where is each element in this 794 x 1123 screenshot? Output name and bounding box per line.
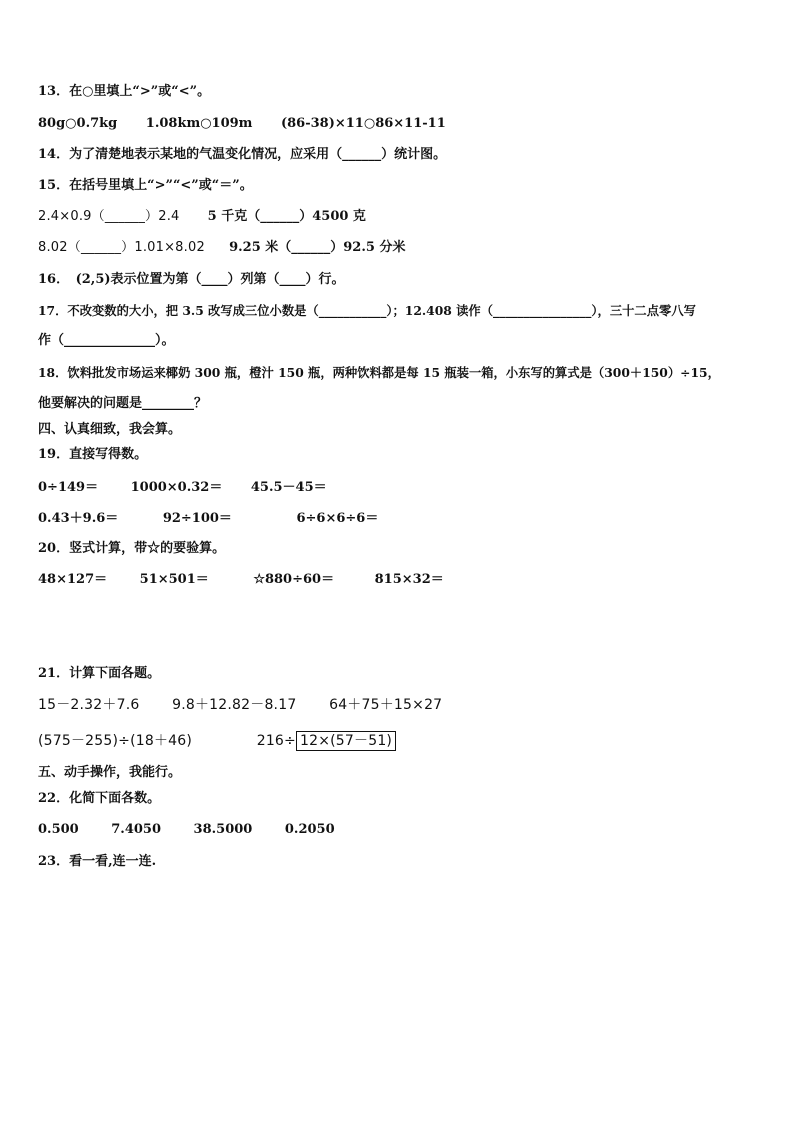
q22-title: 22．化简下面各数。: [38, 791, 161, 806]
q19-row1: [38, 480, 327, 496]
q22-item-1: 0.500: [38, 822, 79, 837]
q21-row2: [38, 731, 396, 751]
q19-row1-item-1: 0÷149＝: [38, 480, 99, 495]
q19-title: 19．直接写得数。: [38, 447, 148, 462]
q18-line2: 他要解决的问题是________？: [38, 396, 208, 411]
q21-row1-item-3: 64＋75＋15×27: [329, 697, 443, 713]
q13-item-1: 80g○0.7kg: [38, 116, 118, 131]
q21-title: 21．计算下面各题。: [38, 666, 161, 681]
q20-item-3: ☆880÷60＝: [253, 572, 335, 587]
section5-title: 五、动手操作，我能行。: [38, 765, 182, 780]
q15-row1-item-2: 5 千克（______）4500 克: [207, 209, 366, 224]
q18-line1: 18．饮料批发市场运来椰奶 300 瓶，橙汁 150 瓶，两种饮料都是每 15 瓶装一箱，小东写的算式是（300＋150）÷15，: [38, 365, 720, 380]
q19-row2: [38, 511, 378, 527]
q13-item-3: (86-38)×11○86×11-11: [280, 116, 446, 131]
q21-row1-item-2: 9.8＋12.82－8.17: [172, 697, 297, 713]
q22-item-2: 7.4050: [111, 822, 162, 837]
q19-row2-item-3: 6÷6×6÷6＝: [296, 511, 379, 526]
q15-row2-item-1: 8.02（______）1.01×8.02: [38, 240, 205, 255]
q21-row2-item-2-inner: 12×(57－51): [299, 733, 393, 749]
q19-row2-item-1: 0.43＋9.6＝: [38, 511, 119, 526]
q19-row1-item-2: 1000×0.32＝: [130, 480, 223, 495]
q21-row2-item-2-prefix: 216÷: [256, 733, 296, 749]
q20-title: 20．竖式计算，带☆的要验算。: [38, 541, 226, 556]
q20-items: [38, 572, 444, 588]
q17-line2: 作（______________）。: [38, 333, 175, 348]
q16-text: 16． (2,5)表示位置为第（____）列第（____）行。: [38, 272, 345, 287]
q13-items: [38, 116, 446, 132]
q21-row1: [38, 697, 442, 713]
q21-row1-item-1: 15－2.32＋7.6: [38, 697, 140, 713]
q22-items: [38, 822, 335, 838]
q20-item-4: 815×32＝: [374, 572, 444, 587]
q19-row1-item-3: 45.5－45＝: [250, 480, 327, 495]
q15-row1-item-1: 2.4×0.9（______）2.4: [38, 209, 180, 224]
q15-row2-item-2: 9.25 米（______）92.5 分米: [229, 240, 406, 255]
q14-text: 14．为了清楚地表示某地的气温变化情况，应采用（______）统计图。: [38, 147, 447, 162]
q15-title: 15．在括号里填上“>”“<”或“＝”。: [38, 178, 253, 193]
q17-line1: 17．不改变数的大小，把 3.5 改写成三位小数是（___________）；12.408 读作（________________），三十二点零八写: [38, 303, 696, 318]
q19-row2-item-2: 92÷100＝: [162, 511, 232, 526]
q22-item-4: 0.2050: [284, 822, 335, 837]
section4-title: 四、认真细致，我会算。: [38, 422, 182, 437]
q23-title: 23．看一看,连一连.: [38, 854, 157, 869]
q20-item-1: 48×127＝: [38, 572, 108, 587]
q15-row2: [38, 240, 405, 256]
q21-row2-item-1: (575－255)÷(18＋46): [38, 733, 193, 749]
q13-item-2: 1.08km○109m: [145, 116, 253, 131]
q21-row2-square-bracket: [296, 731, 396, 751]
q22-item-3: 38.5000: [193, 822, 253, 837]
q13-title: 13．在○里填上“>”或“<”。: [38, 84, 211, 99]
q20-item-2: 51×501＝: [139, 572, 209, 587]
q15-row1: [38, 209, 366, 225]
